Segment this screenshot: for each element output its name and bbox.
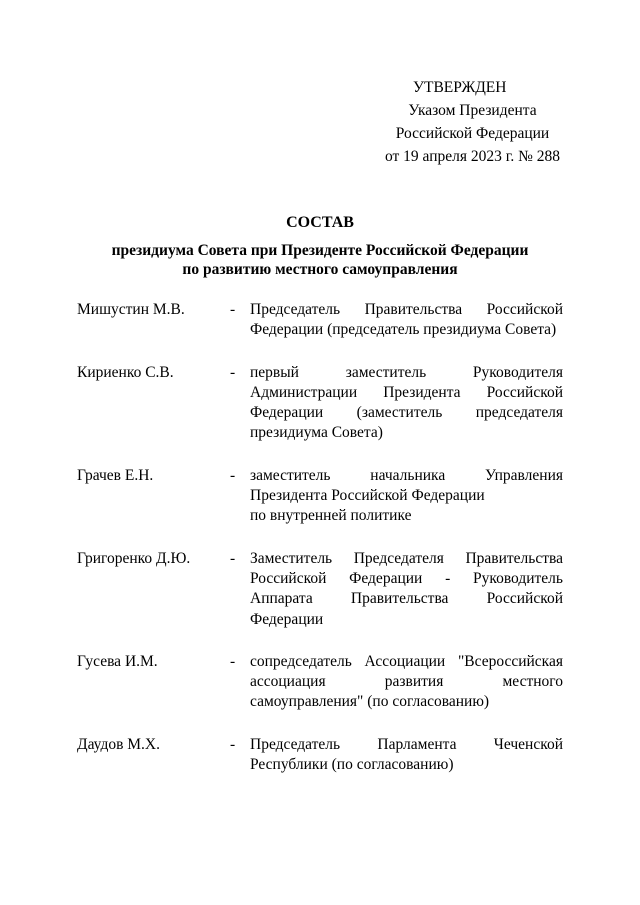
member-row bbox=[77, 363, 563, 444]
member-name: Грачев Е.Н. bbox=[77, 466, 154, 484]
member-row bbox=[77, 466, 563, 527]
approval-country: Российской Федерации bbox=[395, 125, 550, 142]
approval-date-number: от 19 апреля 2023 г. № 288 bbox=[384, 148, 561, 165]
document-title: СОСТАВ bbox=[286, 214, 354, 231]
document-subtitle bbox=[0, 241, 640, 279]
member-name: Даудов М.Х. bbox=[77, 735, 160, 753]
member-role-line: заместитель начальника Управления Президента Российской Федерации bbox=[250, 466, 563, 505]
member-dash: - bbox=[230, 363, 236, 381]
subtitle-line-2: по развитию местного самоуправления bbox=[182, 261, 458, 278]
member-row bbox=[77, 652, 563, 713]
member-dash: - bbox=[230, 549, 236, 567]
member-role: Заместитель Председателя Правительства Российской Федерации - Руководитель Аппарата Правительства Российской Федерации bbox=[250, 549, 563, 628]
member-row bbox=[77, 549, 563, 630]
approval-status: УТВЕРЖДЕН bbox=[413, 79, 507, 96]
member-role bbox=[250, 466, 563, 527]
member-row bbox=[77, 735, 563, 776]
approval-stamp bbox=[355, 76, 590, 168]
member-dash: - bbox=[230, 652, 236, 670]
members-list bbox=[77, 300, 563, 797]
member-name: Кириенко С.В. bbox=[77, 363, 174, 381]
member-name: Григоренко Д.Ю. bbox=[77, 549, 191, 567]
member-dash: - bbox=[230, 301, 236, 318]
member-row bbox=[77, 300, 563, 341]
member-role-line: по внутренней политике bbox=[250, 507, 412, 525]
member-role: первый заместитель Руководителя Администрации Президента Российской Федерации (заместитель председателя президиума Совета) bbox=[250, 363, 563, 442]
member-dash: - bbox=[230, 466, 236, 484]
member-name: Гусева И.М. bbox=[77, 652, 158, 670]
subtitle-line-1: президиума Совета при Президенте Российской Федерации bbox=[111, 242, 529, 259]
member-name: Мишустин М.В. bbox=[77, 301, 185, 318]
approval-decree: Указом Президента bbox=[408, 102, 537, 119]
member-role: Председатель Парламента Чеченской Республики (по согласованию) bbox=[250, 735, 563, 774]
member-dash: - bbox=[230, 735, 236, 753]
member-role: сопредседатель Ассоциации "Всероссийская ассоциация развития местного самоуправления" (по согласованию) bbox=[250, 652, 563, 711]
member-role: Председатель Правительства Российской Федерации (председатель президиума Совета) bbox=[250, 301, 563, 339]
